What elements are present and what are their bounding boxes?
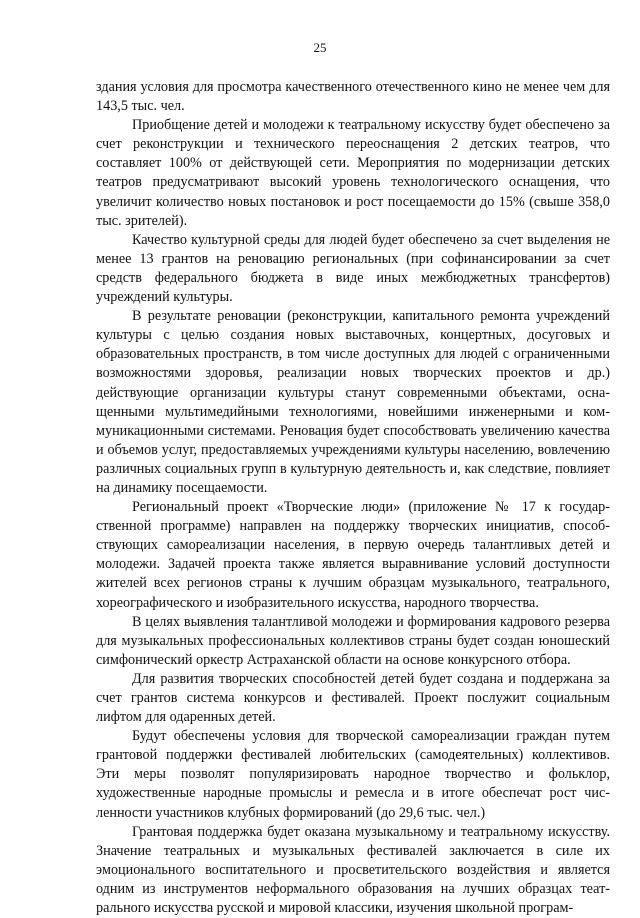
- paragraph-renovation-results: В результате реновации (реконструкции, капитального ремонта учреждений культуры с целью создания новых выставочных, концертных, досуговых и образовательных пространств, в том числе доступных для людей с ограниченными возможностями здоровья, реализации новых творческих проектов и др.) действующие организации культуры станут современными объектами, оснащенными мультимедийными технологиями, новейшими инженерными и коммуникационными системами. Реновация будет способствовать увеличению качества и объемов услуг, предоставляемых учреждениями культуры населению, вовлечению различных социальных групп в культурную деятельность и, как следствие, повлияет на динамику посещаемости.: [96, 308, 610, 496]
- paragraph-amateur-festivals: Будут обеспечены условия для творческой самореализации граждан путем грантовой поддержки фестивалей любительских (самодеятельных) коллективов. Эти меры позволят популяризировать народное творчество и фольклор, художественные народные промыслы и ремесла и в итоге обеспечат рост численности участников клубных формирований (до 29,6 тыс. чел.): [96, 728, 610, 821]
- paragraph-cultural-environment: Качество культурной среды для людей будет обеспечено за счет выделения не менее 13 грантов на реновацию региональных (при софинансировании за счет средств федерального бюджета в виде иных межбюджетных трансфертов) учреждений культуры.: [96, 231, 610, 306]
- paragraph-youth-orchestra: В целях выявления талантливой молодежи и формирования кадрового резерва для музыкальных профессиональных коллективов страны будет создан юношеский симфонический оркестр Астраханской области на основе конкурсного отбора.: [96, 613, 610, 668]
- paragraph-grant-support: Грантовая поддержка будет оказана музыкальному и театральному искусству. Значение театральных и музыкальных фестивалей заключается в силе их эмоционального воспитательного и просветительского воздействия и является одним из инструментов неформального образования на лучших образцах театрального искусства русской и мировой классики, изучения школьной програм-: [96, 823, 610, 917]
- paragraph-creative-people-project: Региональный проект «Творческие люди» (приложение № 17 к государственной программе) направлен на поддержку творческих инициатив, способствующих самореализации населения, в первую очередь талантливых детей и молодежи. Задачей проекта также является выравнивание условий доступности жителей всех регионов страны к лучшим образцам музыкального, театрального, хореографического и изобразительного искусства, народного творчества.: [96, 499, 610, 611]
- body-text: [96, 78, 610, 918]
- paragraph-contests-festivals: Для развития творческих способностей детей будет создана и поддержана за счет грантов система конкурсов и фестивалей. Проект послужит социальным лифтом для одаренных детей.: [96, 670, 610, 726]
- paragraph-continuation: здания условия для просмотра качественного отечественного кино не менее чем для 143,5 тыс. чел.: [96, 79, 610, 115]
- page-number: 25: [313, 40, 327, 55]
- paragraph-children-theatres: Приобщение детей и молодежи к театральному искусству будет обеспечено за счет реконструкции и технического переоснащения 2 детских театров, что составляет 100% от действующей сети. Мероприятия по модернизации детских театров предусматривают высокий уровень технологического оснащения, что увеличит количество новых постановок и рост посещаемости до 15% (свыше 358,0 тыс. зрителей).: [96, 117, 610, 229]
